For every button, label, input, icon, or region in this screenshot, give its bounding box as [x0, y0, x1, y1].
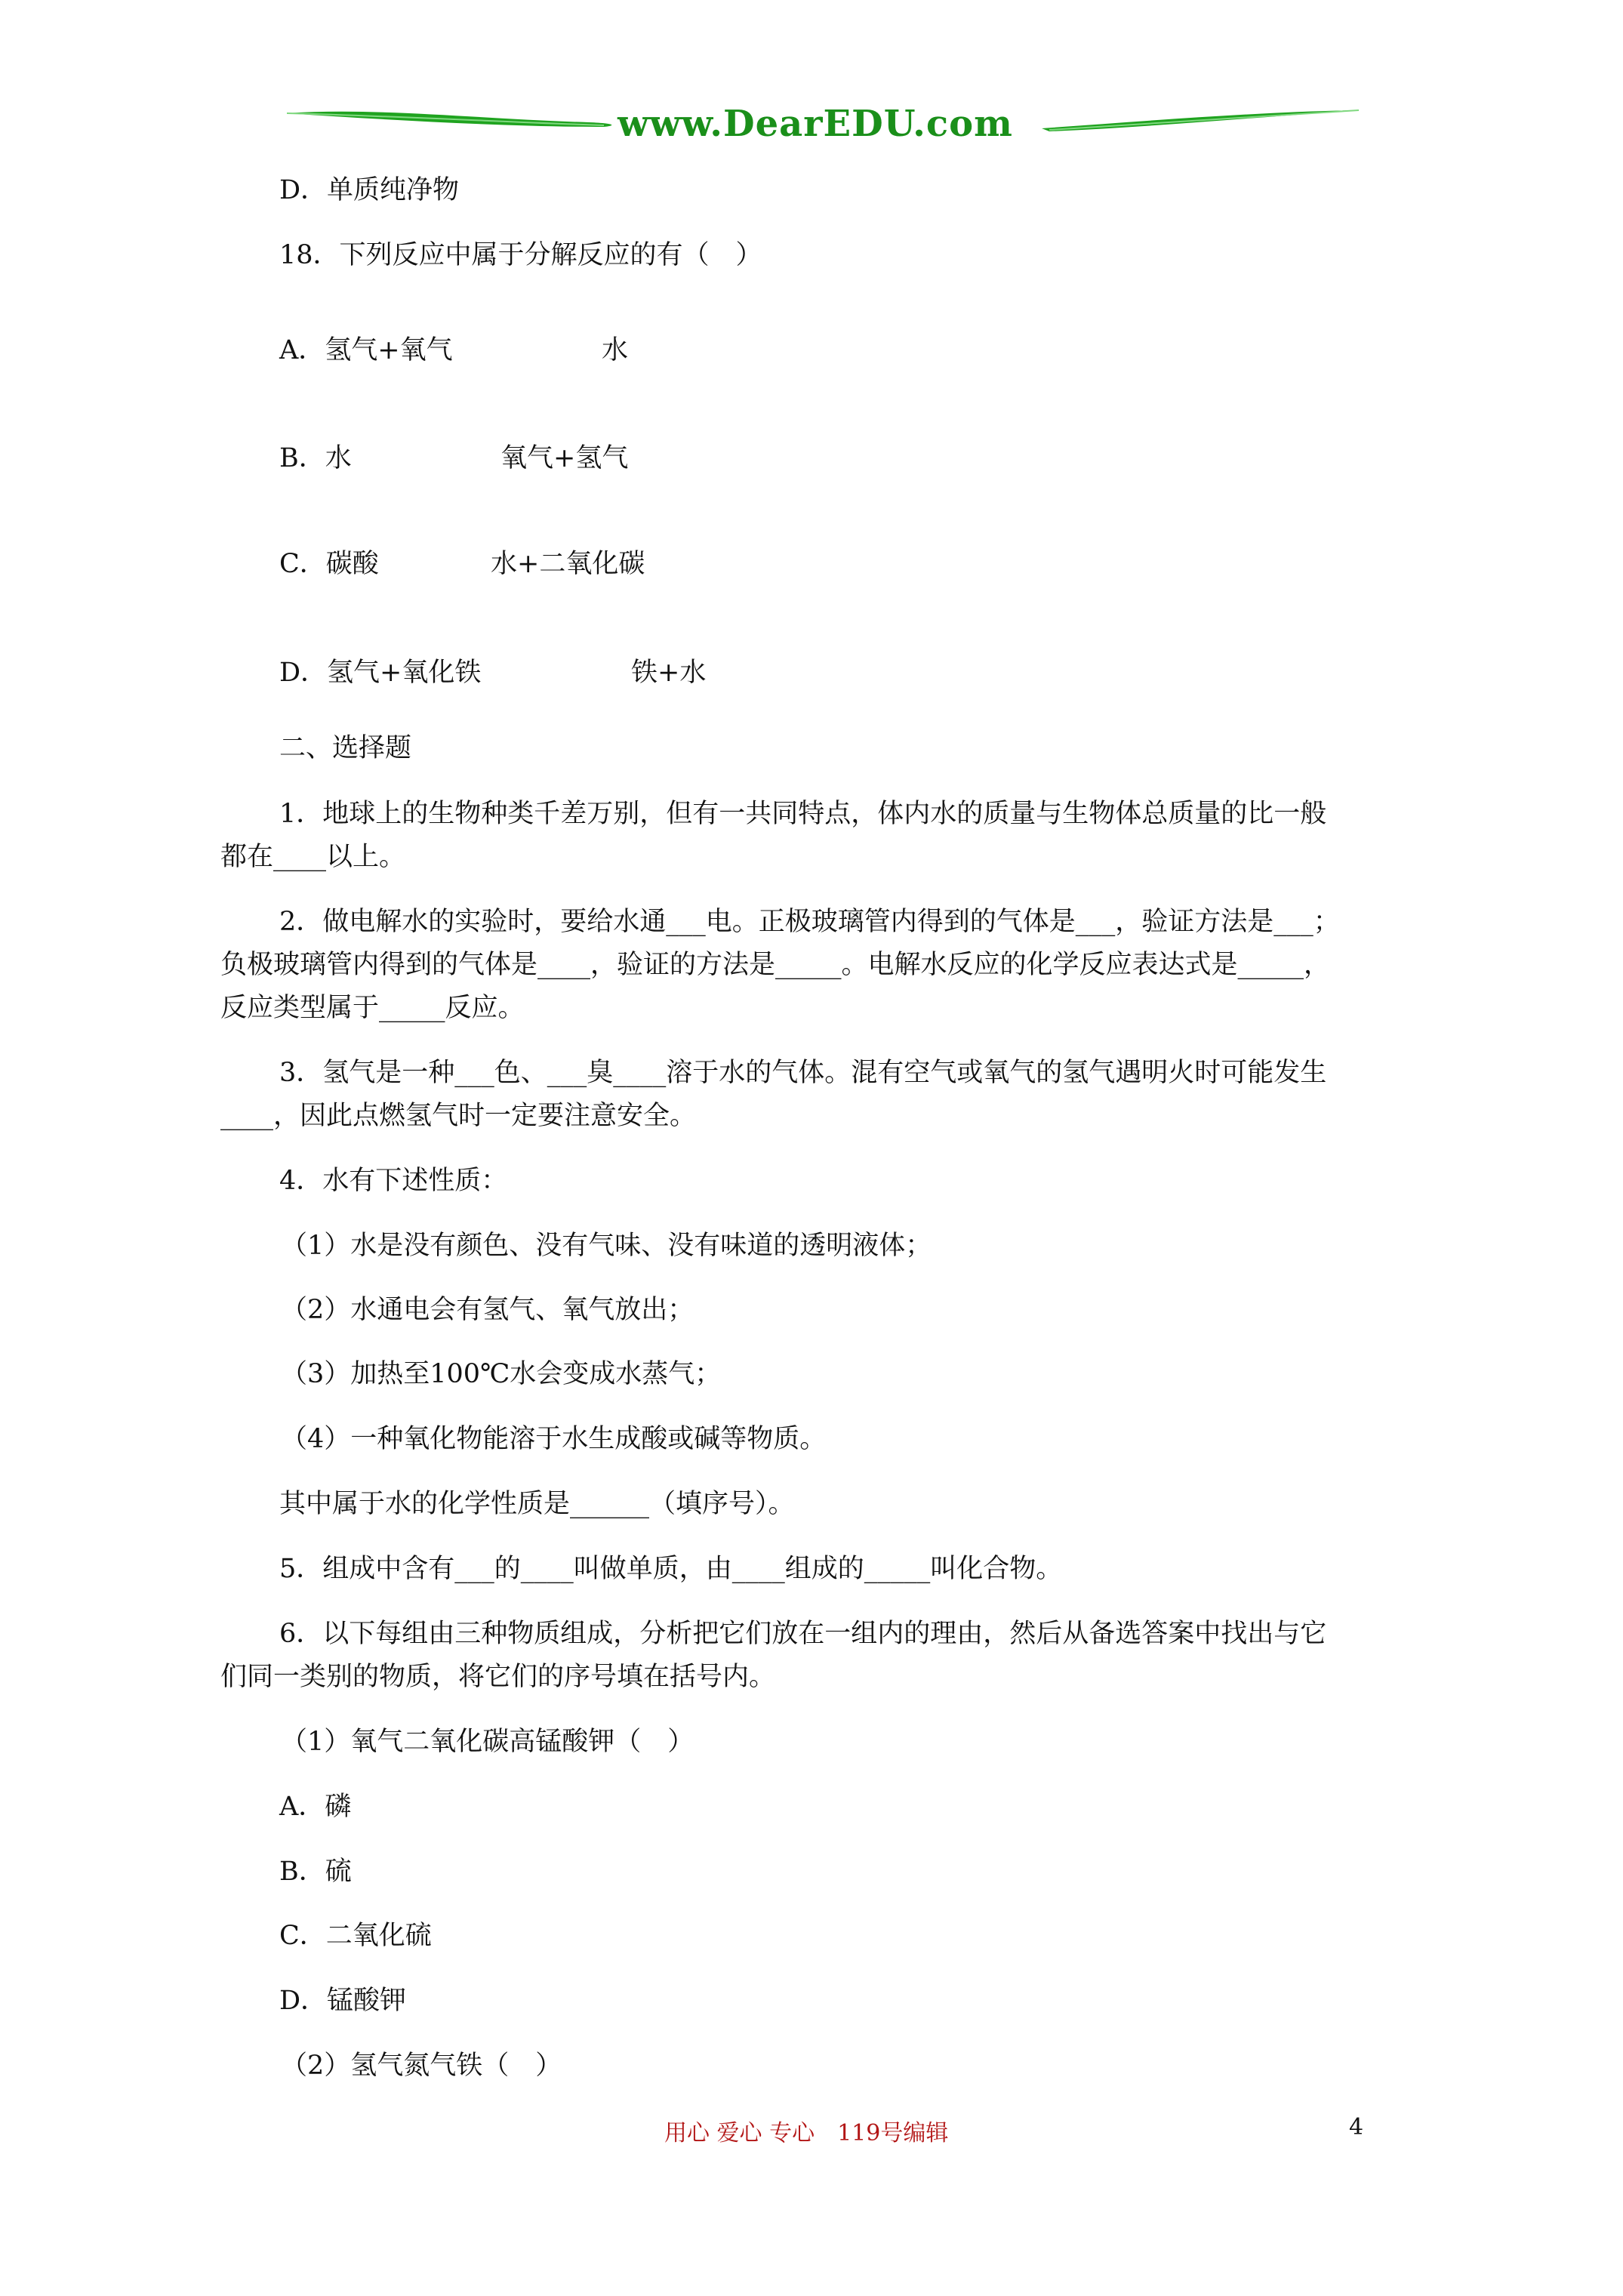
q18-option-a-reactants: A．氢气+氧气 — [279, 335, 453, 365]
q5: 5．组成中含有___的____叫做单质，由____组成的_____叫化合物。 — [279, 1554, 1063, 1584]
q6-group-1: （1）氧气二氧化碳高锰酸钾（ ） — [281, 1727, 694, 1757]
section-2-title: 二、选择题 — [279, 733, 412, 763]
q6-group-1-option-d: D．锰酸钾 — [279, 1986, 407, 2016]
q4-question: 其中属于水的化学性质是______（填序号）。 — [279, 1489, 795, 1519]
q3-line-2: ____，因此点燃氢气时一定要注意安全。 — [220, 1101, 697, 1131]
q1-line-2: 都在____以上。 — [220, 842, 406, 872]
q6-group-1-option-c: C．二氧化硫 — [279, 1921, 432, 1951]
footer-editor-note: 用心 爱心 专心 119号编辑 — [664, 2120, 949, 2147]
q6-line-1: 6．以下每组由三种物质组成，分析把它们放在一组内的理由，然后从备选答案中找出与它 — [279, 1619, 1327, 1649]
q18-option-b-reactants: B．水 — [279, 443, 352, 473]
q6-group-1-option-a: A．磷 — [279, 1792, 352, 1822]
q2-line-1: 2．做电解水的实验时，要给水通___电。正极玻璃管内得到的气体是___，验证方法是___； — [279, 907, 1340, 937]
q4-item-3: （3）加热至100℃水会变成水蒸气； — [281, 1359, 722, 1389]
q18-option-d-reactants: D．氢气+氧化铁 — [279, 658, 482, 688]
q17-option-d: D．单质纯净物 — [279, 175, 460, 205]
q3-line-1: 3．氢气是一种___色、___臭____溶于水的气体。混有空气或氧气的氢气遇明火时可能发生 — [279, 1058, 1327, 1088]
q4-item-4: （4）一种氧化物能溶于水生成酸或碱等物质。 — [281, 1424, 827, 1454]
page-number: 4 — [1349, 2114, 1364, 2140]
q18-stem: 18．下列反应中属于分解反应的有（ ） — [279, 240, 762, 270]
site-header-banner — [287, 97, 1359, 157]
q2-line-3: 反应类型属于_____反应。 — [220, 993, 525, 1023]
q18-option-d-product: 铁+水 — [631, 658, 707, 688]
q4-item-1: （1）水是没有颜色、没有气味、没有味道的透明液体； — [281, 1231, 932, 1261]
q18-option-a-product: 水 — [602, 335, 629, 365]
q6-group-1-option-b: B．硫 — [279, 1857, 352, 1887]
q18-option-c-product: 水+二氧化碳 — [491, 549, 645, 579]
q18-option-c-reactants: C．碳酸 — [279, 549, 379, 579]
site-url-logo: www.DearEDU.com — [617, 103, 1013, 145]
q18-option-b-product: 氧气+氢气 — [500, 443, 629, 473]
q4-item-2: （2）水通电会有氢气、氧气放出； — [281, 1295, 694, 1325]
q1-line-1: 1．地球上的生物种类千差万别，但有一共同特点，体内水的质量与生物体总质量的比一般 — [279, 799, 1327, 829]
q4-stem: 4．水有下述性质： — [279, 1166, 508, 1196]
q6-line-2: 们同一类别的物质，将它们的序号填在括号内。 — [220, 1662, 776, 1692]
q2-line-2: 负极玻璃管内得到的气体是____，验证的方法是_____。电解水反应的化学反应表达式是_____， — [220, 950, 1331, 980]
q6-group-2: （2）氢气氮气铁（ ） — [281, 2051, 562, 2081]
